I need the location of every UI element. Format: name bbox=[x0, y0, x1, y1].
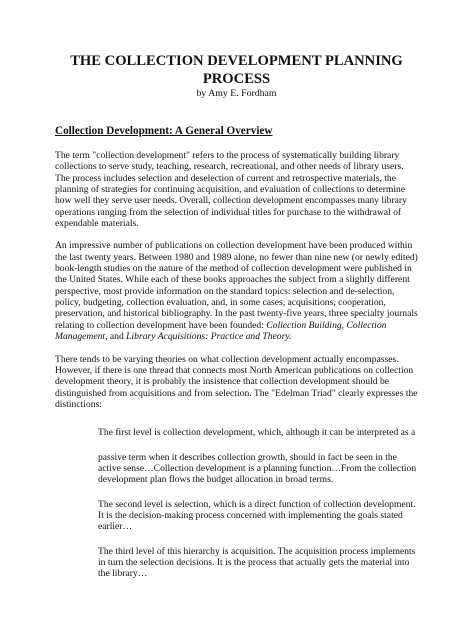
quote-paragraph-3: The second level is selection, which is a direct function of collection development. It is the decision-making process concerned with implementing the goals stated earlier… bbox=[98, 498, 416, 533]
quote-paragraph-1: The first level is collection development, which, although it can be interpreted as a bbox=[98, 427, 416, 439]
journal-title-2: Library Acquisitions: Practice and Theory. bbox=[126, 331, 292, 343]
quote-paragraph-2: passive term when it describes collection growth, should in fact be seen in the active sense…Collection development is a planning function…From the collection development plan flows the budget allocation in broad terms. bbox=[98, 451, 417, 486]
document-title bbox=[55, 52, 418, 88]
paragraph-2-text: An impressive number of publications on collection development have been produced within the last twenty years. Between 1980 and 1989 alone, no fewer than nine new (or newly edited) book-length studies on the nature of the method of collection development were published in the United States. While each of these books approaches the subject from a slightly different perspective, most provide information on the standard topics: selection and de-selection, policy, budgeting, collection evaluation, and, in some cases, acquisitions, cooperation, preservation, and historical bibliography. In the past twenty-five years, three specialty journals relating to collection development have been founded: bbox=[55, 240, 418, 331]
paragraph-1: The term "collection development" refers to the process of systematically building library collections to serve study, teaching, research, recreational, and other needs of library users. The process includes selection and deselection of current and retrospective materials, the planning of strategies for continuing acquisition, and evaluation of collections to determine how well they serve user needs. Overall, collection development encompasses many library operations ranging from the selection of individual titles for purchase to the withdrawal of expendable materials. bbox=[55, 150, 407, 230]
journal-titles-1: Collection Building, Collection Management, bbox=[55, 319, 387, 343]
paragraph-2-and: and bbox=[107, 331, 127, 343]
quote-paragraph-4: The third level of this hierarchy is acquisition. The acquisition process implements in turn the selection decisions. It is the process that actually gets the material into the library… bbox=[98, 545, 416, 580]
paragraph-2 bbox=[55, 240, 418, 342]
title-line-2: PROCESS bbox=[202, 71, 271, 87]
paragraph-3: There tends to be varying theories on what collection development actually encompasses. However, if there is one thread that connects most North American publications on collection development theory, it is probably the insistence that collection development should be distinguished from acquisitions and from selection. The "Edelman Triad" clearly expresses the distinctions: bbox=[55, 353, 418, 410]
section-heading: Collection Development: A General Overview bbox=[55, 125, 273, 137]
author-byline: by Amy E. Fordham bbox=[196, 88, 277, 99]
title-line-1: THE COLLECTION DEVELOPMENT PLANNING bbox=[70, 53, 403, 69]
